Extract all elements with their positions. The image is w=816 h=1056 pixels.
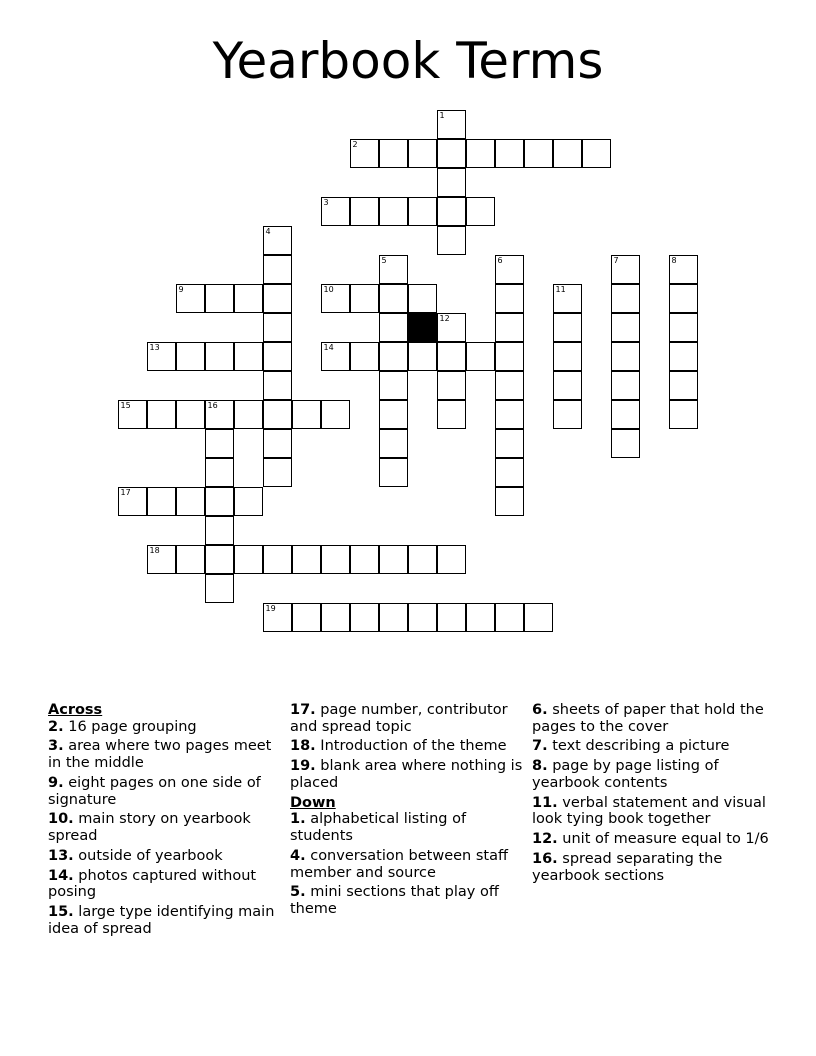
- numbered-cell[interactable]: [350, 139, 379, 168]
- clue-text: page by page listing of yearbook contents: [532, 758, 719, 791]
- clue-text: 16 page grouping: [68, 718, 197, 735]
- down-clue: [532, 758, 782, 791]
- grid-cell[interactable]: [205, 516, 234, 545]
- grid-cell[interactable]: [350, 342, 379, 371]
- clue-text: spread separating the yearbook sections: [532, 851, 723, 884]
- numbered-cell[interactable]: [147, 545, 176, 574]
- cell-number: 1: [439, 111, 445, 120]
- clues-column-1: [48, 702, 284, 941]
- numbered-cell[interactable]: [118, 487, 147, 516]
- grid-cell[interactable]: [379, 429, 408, 458]
- cell-number: 15: [120, 401, 131, 410]
- clue-text: mini sections that play off theme: [290, 884, 499, 918]
- clue-number: 10.: [48, 811, 74, 828]
- grid-cell[interactable]: [669, 371, 698, 400]
- clues-column-3: [532, 702, 782, 888]
- grid-cell[interactable]: [176, 400, 205, 429]
- clue-text: main story on yearbook spread: [48, 811, 251, 845]
- grid-cell[interactable]: [176, 342, 205, 371]
- clue-number: 12.: [532, 831, 558, 848]
- grid-cell[interactable]: [495, 313, 524, 342]
- clue-number: 7.: [532, 738, 548, 755]
- numbered-cell[interactable]: [437, 313, 466, 342]
- grid-cell[interactable]: [234, 284, 263, 313]
- cell-number: 4: [265, 227, 271, 236]
- down-clue: [532, 795, 782, 828]
- grid-cell[interactable]: [437, 139, 466, 168]
- numbered-cell[interactable]: [321, 197, 350, 226]
- grid-cell[interactable]: [379, 458, 408, 487]
- clue-number: 17.: [290, 702, 316, 718]
- grid-cell[interactable]: [495, 139, 524, 168]
- grid-cell[interactable]: [321, 545, 350, 574]
- grid-cell[interactable]: [321, 603, 350, 632]
- cell-number: 12: [439, 314, 450, 323]
- grid-cell[interactable]: [408, 139, 437, 168]
- grid-cell[interactable]: [379, 342, 408, 371]
- grid-cell[interactable]: [495, 429, 524, 458]
- grid-cell[interactable]: [263, 371, 292, 400]
- grid-cell[interactable]: [611, 400, 640, 429]
- black-square: [408, 313, 437, 342]
- across-clue: [290, 702, 526, 735]
- clue-number: 13.: [48, 847, 74, 864]
- grid-cell[interactable]: [553, 342, 582, 371]
- down-clue-list-continued: [532, 702, 782, 884]
- across-clue-list: [48, 719, 284, 938]
- clue-number: 19.: [290, 758, 316, 775]
- cell-number: 2: [352, 140, 358, 149]
- grid-cell[interactable]: [263, 255, 292, 284]
- grid-cell[interactable]: [466, 139, 495, 168]
- across-clue: [48, 868, 284, 901]
- grid-cell[interactable]: [292, 545, 321, 574]
- grid-cell[interactable]: [495, 284, 524, 313]
- grid-cell[interactable]: [263, 313, 292, 342]
- numbered-cell[interactable]: [263, 226, 292, 255]
- grid-cell[interactable]: [495, 487, 524, 516]
- grid-cell[interactable]: [205, 458, 234, 487]
- grid-cell[interactable]: [350, 603, 379, 632]
- numbered-cell[interactable]: [553, 284, 582, 313]
- grid-cell[interactable]: [437, 197, 466, 226]
- page-title: Yearbook Terms: [212, 32, 604, 90]
- down-clue: [532, 831, 782, 848]
- grid-cell[interactable]: [205, 429, 234, 458]
- grid-cell[interactable]: [263, 458, 292, 487]
- numbered-cell[interactable]: [669, 255, 698, 284]
- clue-number: 11.: [532, 794, 558, 811]
- grid-cell[interactable]: [263, 429, 292, 458]
- clue-number: 1.: [290, 811, 306, 828]
- clue-text: large type identifying main idea of spread: [48, 904, 275, 937]
- grid-cell[interactable]: [234, 400, 263, 429]
- grid-cell[interactable]: [408, 197, 437, 226]
- grid-cell[interactable]: [611, 429, 640, 458]
- grid-cell[interactable]: [437, 400, 466, 429]
- grid-cell[interactable]: [408, 284, 437, 313]
- down-header: Down: [290, 794, 336, 811]
- across-header: Across: [48, 702, 103, 718]
- grid-cell[interactable]: [292, 603, 321, 632]
- clue-text: conversation between staff member and source: [290, 847, 508, 881]
- cell-number: 11: [555, 285, 566, 294]
- clue-text: sheets of paper that hold the pages to the cover: [532, 702, 764, 735]
- clue-text: outside of yearbook: [78, 847, 223, 864]
- grid-cell[interactable]: [176, 545, 205, 574]
- clue-number: 5.: [290, 884, 306, 901]
- clue-text: blank area where nothing is placed: [290, 758, 523, 791]
- grid-cell[interactable]: [466, 603, 495, 632]
- grid-cell[interactable]: [205, 545, 234, 574]
- across-clue: [48, 904, 284, 937]
- cell-number: 13: [149, 343, 160, 352]
- down-clue: [532, 851, 782, 884]
- cell-number: 17: [120, 488, 131, 497]
- grid-cell[interactable]: [553, 139, 582, 168]
- numbered-cell[interactable]: [205, 400, 234, 429]
- grid-cell[interactable]: [553, 371, 582, 400]
- grid-cell[interactable]: [524, 139, 553, 168]
- clue-text: eight pages on one side of signature: [48, 774, 261, 808]
- grid-cell[interactable]: [611, 371, 640, 400]
- grid-cell[interactable]: [437, 545, 466, 574]
- grid-cell[interactable]: [669, 400, 698, 429]
- clues-column-2: [290, 702, 526, 921]
- clue-text: Introduction of the theme: [320, 738, 507, 755]
- numbered-cell[interactable]: [321, 284, 350, 313]
- grid-cell[interactable]: [524, 603, 553, 632]
- grid-cell[interactable]: [379, 400, 408, 429]
- grid-cell[interactable]: [379, 284, 408, 313]
- clue-text: alphabetical listing of students: [290, 811, 467, 845]
- clue-number: 4.: [290, 847, 306, 864]
- numbered-cell[interactable]: [611, 255, 640, 284]
- grid-cell[interactable]: [205, 574, 234, 603]
- grid-cell[interactable]: [495, 603, 524, 632]
- clue-text: page number, contributor and spread topic: [290, 702, 508, 735]
- grid-cell[interactable]: [147, 400, 176, 429]
- cell-number: 5: [381, 256, 387, 265]
- numbered-cell[interactable]: [176, 284, 205, 313]
- grid-cell[interactable]: [205, 342, 234, 371]
- grid-cell[interactable]: [263, 400, 292, 429]
- cell-number: 14: [323, 343, 334, 352]
- across-clue-list-continued: [290, 702, 526, 792]
- clue-number: 3.: [48, 738, 64, 755]
- numbered-cell[interactable]: [437, 110, 466, 139]
- cell-number: 10: [323, 285, 334, 294]
- cell-number: 9: [178, 285, 184, 294]
- grid-cell[interactable]: [466, 197, 495, 226]
- down-clue: [290, 848, 526, 881]
- numbered-cell[interactable]: [379, 255, 408, 284]
- grid-cell[interactable]: [495, 371, 524, 400]
- numbered-cell[interactable]: [263, 603, 292, 632]
- across-clue: [48, 775, 284, 808]
- grid-cell[interactable]: [553, 400, 582, 429]
- grid-cell[interactable]: [437, 342, 466, 371]
- grid-cell[interactable]: [611, 313, 640, 342]
- grid-cell[interactable]: [669, 342, 698, 371]
- down-clue: [532, 738, 782, 755]
- cell-number: 6: [497, 256, 503, 265]
- across-clue: [48, 848, 284, 865]
- grid-cell[interactable]: [147, 487, 176, 516]
- grid-cell[interactable]: [205, 284, 234, 313]
- grid-cell[interactable]: [437, 603, 466, 632]
- clue-number: 6.: [532, 702, 548, 718]
- grid-cell[interactable]: [495, 342, 524, 371]
- down-clue: [290, 811, 526, 844]
- cell-number: 3: [323, 198, 329, 207]
- grid-cell[interactable]: [466, 342, 495, 371]
- grid-cell[interactable]: [437, 371, 466, 400]
- grid-cell[interactable]: [292, 400, 321, 429]
- numbered-cell[interactable]: [118, 400, 147, 429]
- grid-cell[interactable]: [350, 545, 379, 574]
- grid-cell[interactable]: [379, 371, 408, 400]
- grid-cell[interactable]: [408, 545, 437, 574]
- clue-number: 15.: [48, 904, 74, 921]
- grid-cell[interactable]: [176, 487, 205, 516]
- grid-cell[interactable]: [408, 342, 437, 371]
- grid-cell[interactable]: [611, 284, 640, 313]
- grid-cell[interactable]: [263, 284, 292, 313]
- clue-number: 16.: [532, 851, 558, 868]
- grid-cell[interactable]: [350, 197, 379, 226]
- grid-cell[interactable]: [611, 342, 640, 371]
- grid-cell[interactable]: [495, 458, 524, 487]
- grid-cell[interactable]: [669, 284, 698, 313]
- clue-text: text describing a picture: [552, 738, 730, 755]
- across-clue: [48, 811, 284, 844]
- clue-number: 8.: [532, 758, 548, 775]
- grid-cell[interactable]: [350, 284, 379, 313]
- grid-cell[interactable]: [379, 139, 408, 168]
- clue-text: area where two pages meet in the middle: [48, 738, 272, 772]
- grid-cell[interactable]: [437, 168, 466, 197]
- grid-cell[interactable]: [437, 226, 466, 255]
- cell-number: 8: [671, 256, 677, 265]
- down-clue-list: [290, 811, 526, 917]
- cell-number: 7: [613, 256, 619, 265]
- grid-cell[interactable]: [263, 545, 292, 574]
- grid-cell[interactable]: [408, 603, 437, 632]
- grid-cell[interactable]: [205, 487, 234, 516]
- down-clue: [532, 702, 782, 735]
- down-clue: [290, 884, 526, 917]
- grid-cell[interactable]: [669, 313, 698, 342]
- grid-cell[interactable]: [495, 400, 524, 429]
- clue-text: verbal statement and visual look tying book together: [532, 794, 766, 828]
- across-clue: [48, 719, 284, 736]
- clue-number: 9.: [48, 774, 64, 791]
- clue-number: 18.: [290, 738, 316, 755]
- numbered-cell[interactable]: [321, 342, 350, 371]
- numbered-cell[interactable]: [147, 342, 176, 371]
- cell-number: 16: [207, 401, 218, 410]
- cell-number: 19: [265, 604, 276, 613]
- grid-cell[interactable]: [379, 603, 408, 632]
- numbered-cell[interactable]: [495, 255, 524, 284]
- grid-cell[interactable]: [582, 139, 611, 168]
- grid-cell[interactable]: [234, 487, 263, 516]
- across-clue: [290, 758, 526, 791]
- cell-number: 18: [149, 546, 160, 555]
- grid-cell[interactable]: [263, 342, 292, 371]
- clue-text: unit of measure equal to 1/6: [562, 831, 769, 848]
- clue-text: photos captured without posing: [48, 867, 257, 901]
- grid-cell[interactable]: [379, 545, 408, 574]
- grid-cell[interactable]: [379, 197, 408, 226]
- grid-cell[interactable]: [234, 545, 263, 574]
- across-clue: [290, 738, 526, 755]
- grid-cell[interactable]: [321, 400, 350, 429]
- clue-number: 14.: [48, 867, 74, 884]
- grid-cell[interactable]: [234, 342, 263, 371]
- grid-cell[interactable]: [553, 313, 582, 342]
- across-clue: [48, 738, 284, 771]
- grid-cell[interactable]: [379, 313, 408, 342]
- clue-number: 2.: [48, 718, 64, 735]
